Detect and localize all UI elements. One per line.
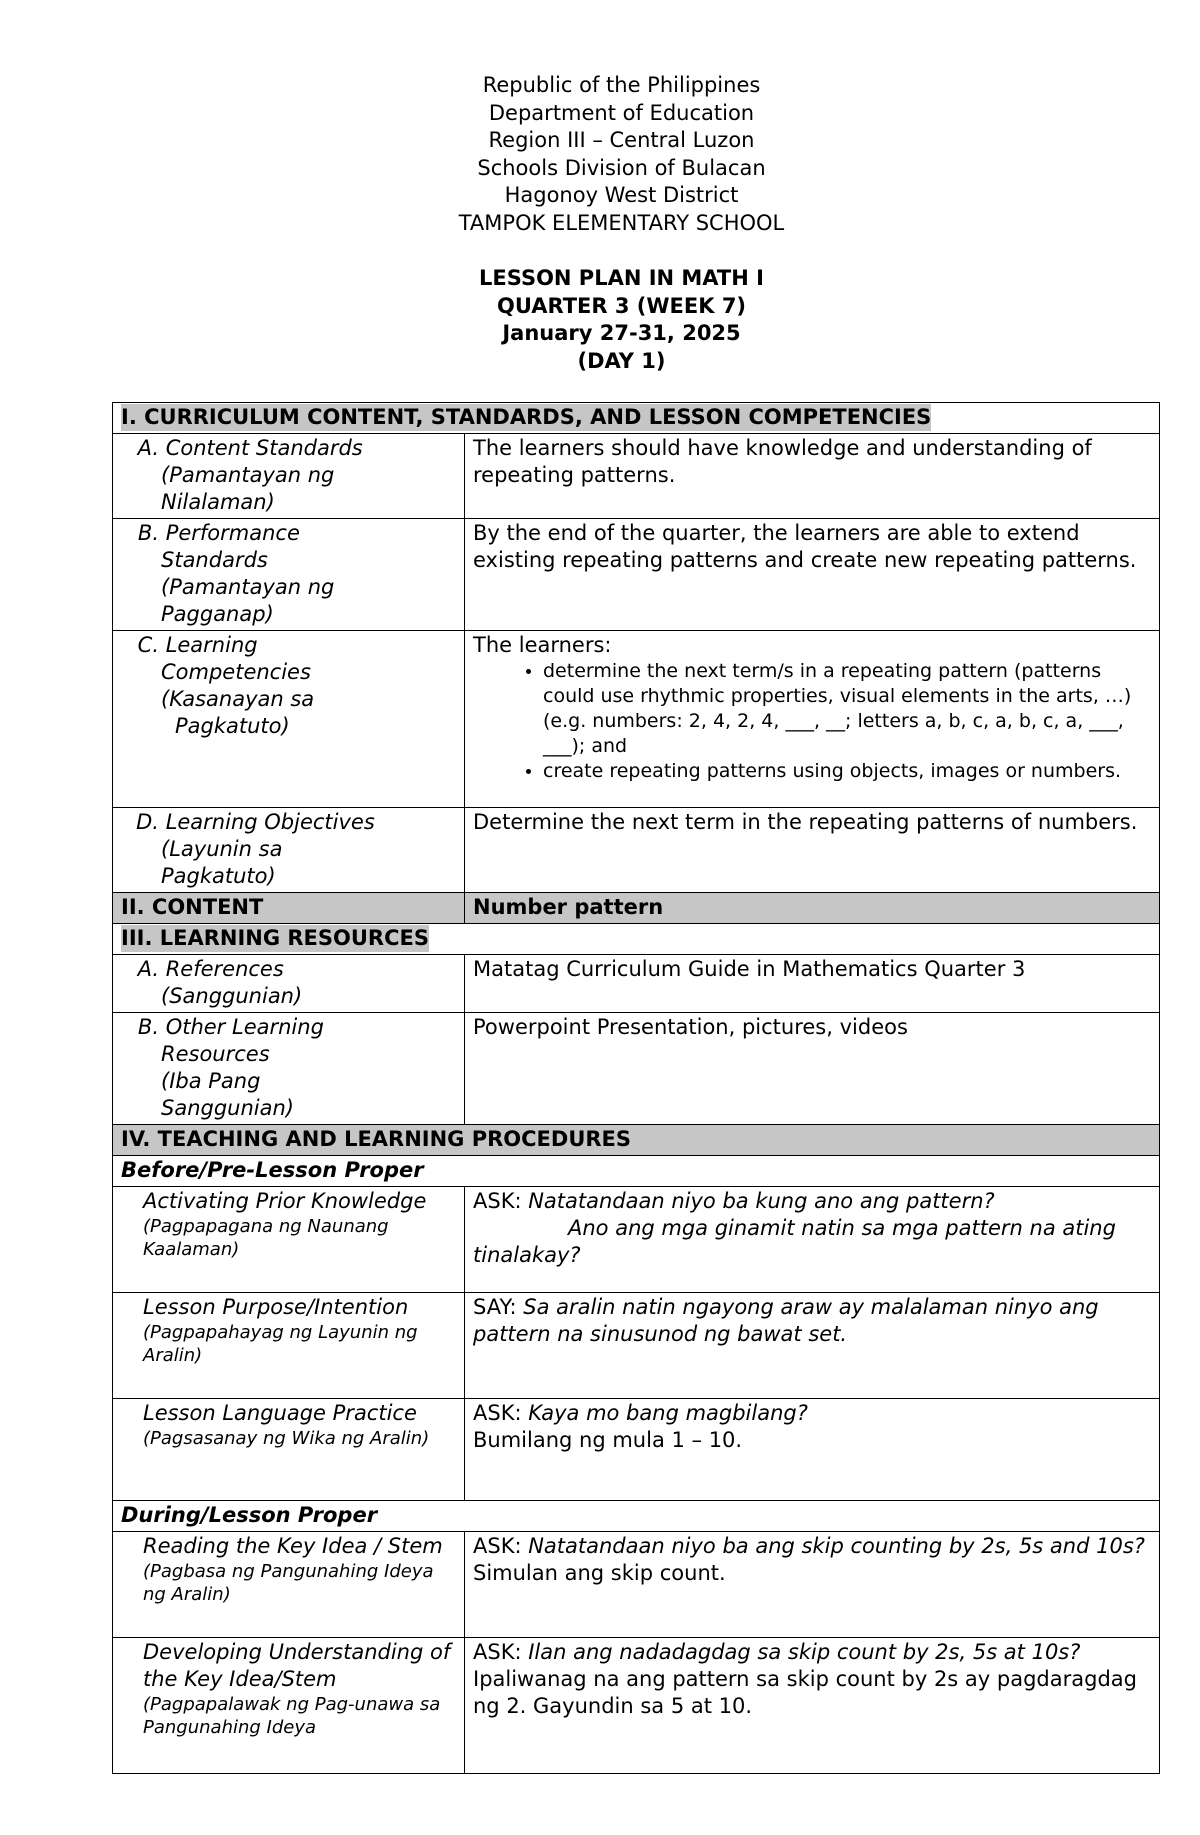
- content-standards-value: The learners should have knowledge and understanding of repeating patterns.: [465, 434, 1160, 519]
- lesson-day: (DAY 1): [577, 348, 666, 373]
- header-line-school: TAMPOK ELEMENTARY SCHOOL: [458, 210, 785, 235]
- procedure-note: (Pagpapahayag ng Layunin ng Aralin): [143, 1322, 418, 1366]
- procedure-note: (Pagsasanay ng Wika ng Aralin): [143, 1428, 430, 1449]
- lesson-dates: January 27-31, 2025: [502, 321, 741, 345]
- procedure-lead: ASK:: [473, 1189, 529, 1213]
- content-standards-label-3: Nilalaman): [161, 490, 275, 514]
- performance-standards-row: [113, 519, 1160, 631]
- learning-objectives-label: Learning Objectives: [165, 810, 375, 834]
- procedure-row: [113, 1399, 1160, 1501]
- references-letter: A.: [137, 957, 159, 981]
- procedure-note: (Pagpapalawak ng Pag-unawa sa Pangunahing Ideya: [143, 1694, 441, 1738]
- lesson-title: LESSON PLAN IN MATH I: [479, 266, 764, 290]
- learning-objectives-value: Determine the next term in the repeating patterns of numbers.: [465, 808, 1160, 893]
- document-header: [0, 72, 1200, 375]
- learning-competencies-label-4: Pagkatuto): [175, 714, 290, 738]
- before-lesson-title: Before/Pre-Lesson Proper: [113, 1156, 1160, 1187]
- references-value: Matatag Curriculum Guide in Mathematics Quarter 3: [465, 955, 1160, 1013]
- procedure-label: Developing Understanding of the Key Idea/Stem: [143, 1640, 451, 1691]
- section-3-title: III. LEARNING RESOURCES: [121, 926, 429, 950]
- learning-competencies-label-2: Competencies: [161, 660, 311, 684]
- other-resources-letter: B.: [137, 1015, 159, 1039]
- procedure-row: [113, 1532, 1160, 1638]
- learning-competencies-label: Learning: [165, 633, 258, 657]
- learning-competencies-row: [113, 631, 1160, 808]
- learning-competencies-intro: The learners:: [473, 633, 612, 657]
- procedure-text: Sa aralin natin ngayong araw ay malalaman ninyo ang pattern na sinusunod ng bawat set.: [473, 1295, 1099, 1346]
- header-line-department: Department of Education: [488, 100, 755, 125]
- procedure-text-2: Simulan ang skip count.: [473, 1561, 726, 1585]
- content-standards-letter: A.: [137, 436, 159, 460]
- during-lesson-title: During/Lesson Proper: [113, 1501, 1160, 1532]
- procedure-text-2: Ano ang mga ginamit natin sa mga pattern na ating tinalakay?: [473, 1216, 1116, 1267]
- content-standards-label: Content Standards: [165, 436, 363, 460]
- lesson-plan-table: [112, 402, 1160, 1774]
- procedure-text-2: Ipaliwanag na ang pattern sa skip count by 2s ay pagdaragdag ng 2. Gayundin sa 5 at 10.: [473, 1667, 1137, 1718]
- other-resources-label-3: (Iba Pang: [161, 1069, 261, 1093]
- lesson-quarter: QUARTER 3 (WEEK 7): [496, 293, 747, 318]
- other-resources-label-2: Resources: [161, 1042, 270, 1066]
- procedure-text-2: Bumilang ng mula 1 – 10.: [473, 1428, 743, 1452]
- header-line-region: Region III – Central Luzon: [488, 128, 755, 152]
- learning-competencies-list: [473, 659, 1151, 784]
- performance-standards-value: By the end of the quarter, the learners are able to extend existing repeating patterns and create new repeating patterns.: [465, 519, 1160, 631]
- section-3-header: [113, 924, 1160, 955]
- procedure-row: [113, 1293, 1160, 1399]
- before-lesson-header: [113, 1156, 1160, 1187]
- procedure-text: Natatandaan niyo ba kung ano ang pattern?: [528, 1189, 995, 1213]
- section-4-header: [113, 1125, 1160, 1156]
- references-label-2: (Sanggunian): [161, 984, 303, 1008]
- header-line-republic: Republic of the Philippines: [482, 73, 761, 97]
- procedure-text: Ilan ang nadadagdag sa skip count by 2s, 5s at 10s?: [528, 1640, 1081, 1664]
- references-label: References: [165, 957, 284, 981]
- other-resources-value: Powerpoint Presentation, pictures, videos: [465, 1013, 1160, 1125]
- section-1-header: [113, 403, 1160, 434]
- performance-standards-label: Performance: [165, 521, 300, 545]
- other-resources-label: Other Learning: [165, 1015, 324, 1039]
- procedure-label: Activating Prior Knowledge: [143, 1189, 427, 1213]
- references-row: [113, 955, 1160, 1013]
- learning-objectives-row: [113, 808, 1160, 893]
- procedure-note: (Pagpapagana ng Naunang Kaalaman): [143, 1216, 389, 1260]
- learning-competency-item: • create repeating patterns using objects, images or numbers.: [543, 759, 1151, 784]
- performance-standards-label-4: Pagganap): [161, 602, 274, 626]
- learning-competencies-label-3: (Kasanayan sa: [161, 687, 315, 711]
- performance-standards-label-2: Standards: [161, 548, 268, 572]
- procedure-row: [113, 1187, 1160, 1293]
- procedure-text: Kaya mo bang magbilang?: [528, 1401, 808, 1425]
- section-2-row: [113, 893, 1160, 924]
- other-resources-row: [113, 1013, 1160, 1125]
- section-4-title: IV. TEACHING AND LEARNING PROCEDURES: [113, 1125, 1160, 1156]
- section-2-value: Number pattern: [465, 893, 1160, 924]
- procedure-row: [113, 1638, 1160, 1774]
- content-standards-label-2: (Pamantayan ng: [161, 463, 335, 487]
- learning-objectives-label-2: (Layunin sa: [161, 837, 283, 861]
- other-resources-label-4: Sanggunian): [161, 1096, 294, 1120]
- learning-competency-item: • determine the next term/s in a repeating pattern (patterns could use rhythmic properties, visual elements in the arts, …) (e.g. numbers: 2, 4, 2, 4, ___, __; letters a, b, c, a, b, c, a, ___, ___); and: [543, 659, 1151, 759]
- procedure-note: (Pagbasa ng Pangunahing Ideya ng Aralin): [143, 1561, 434, 1605]
- procedure-label: Lesson Language Practice: [143, 1401, 417, 1425]
- performance-standards-letter: B.: [137, 521, 159, 545]
- header-line-district: Hagonoy West District: [504, 183, 739, 207]
- procedure-label: Reading the Key Idea / Stem: [143, 1534, 443, 1558]
- procedure-label: Lesson Purpose/Intention: [143, 1295, 409, 1319]
- procedure-lead: ASK:: [473, 1534, 529, 1558]
- performance-standards-label-3: (Pamantayan ng: [161, 575, 335, 599]
- header-line-division: Schools Division of Bulacan: [477, 155, 766, 180]
- learning-objectives-letter: D.: [136, 810, 159, 834]
- learning-objectives-label-3: Pagkatuto): [161, 864, 276, 888]
- section-2-title: II. CONTENT: [113, 893, 465, 924]
- procedure-lead: SAY:: [473, 1295, 524, 1319]
- procedure-text: Natatandaan niyo ba ang skip counting by 2s, 5s and 10s?: [528, 1534, 1145, 1558]
- procedure-lead: ASK:: [473, 1640, 529, 1664]
- section-1-title: I. CURRICULUM CONTENT, STANDARDS, AND LESSON COMPETENCIES: [121, 405, 932, 429]
- content-standards-row: [113, 434, 1160, 519]
- during-lesson-header: [113, 1501, 1160, 1532]
- learning-competencies-letter: C.: [137, 633, 159, 657]
- procedure-lead: ASK:: [473, 1401, 529, 1425]
- lesson-titles: [0, 265, 1200, 375]
